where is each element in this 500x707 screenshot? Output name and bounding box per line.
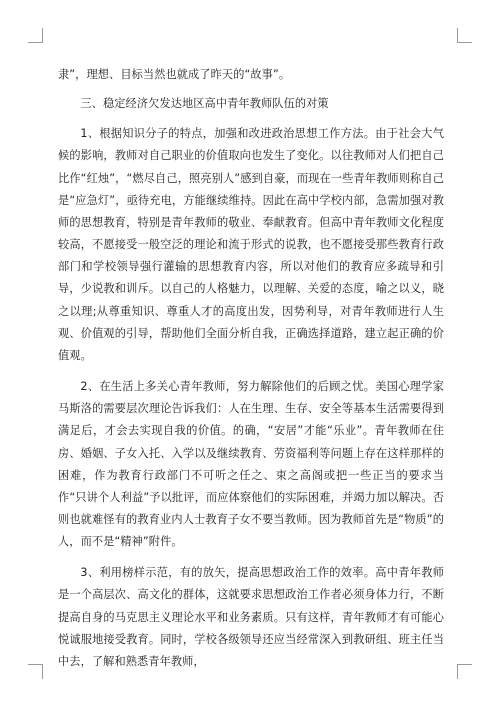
paragraph-2: 2、在生活上多关心青年教师，努力解除他们的后顾之忧。美国心理学家马斯洛的需要层次理论告诉我们：人在生理、生存、安全等基本生活需要得到满足后，才会去实现自我的价值。的确，“安居”才能“乐业”。青年教师在住房、婚姻、子女入托、入学以及继续教育、劳资福利等问题上存在这样那样的困难，作为教育行政部门不可听之任之、束之高阁或把一些正当的要求当作“只讲个人利益”予以批评，而应体察他们的实际困难，并竭力加以解决。否则也就难怪有的教育业内人士教育子女不要当教师。因为教师首先是“物质”的人，而不是“精神”附件。: [58, 380, 444, 549]
crop-mark-bottom-left: [28, 664, 43, 679]
continuation-paragraph: 隶”，理想、目标当然也就成了昨天的“故事”。: [58, 68, 291, 81]
document-body: [58, 64, 444, 682]
crop-mark-bottom-right: [457, 664, 472, 679]
crop-mark-top-left: [28, 28, 43, 43]
paragraph-1: 1、根据知识分子的特点，加强和改进政治思想工作方法。由于社会大气候的影响，教师对自己职业的价值取向也发生了变化。以往教师对人们把自己比作“红烛”，“燃尽自己，照亮别人”感到自豪，而现在一些青年教师则称自己是“应急灯”，亟待充电，方能继续维持。因此在高中学校内部，急需加强对教师的思想教育，特别是青年教师的敬业、奉献教育。但高中青年教师文化程度较高，不愿接受一般空泛的理论和流于形式的说教，也不愿接受那些教育行政部门和学校领导强行灌输的思想教育内容，所以对他们的教育应多疏导和引导，少说教和训斥。以自己的人格魅力，以理解、关爱的态度，喻之以义，晓之以理;从尊重知识、尊重人才的高度出发，因势利导，对青年教师进行人生观、价值观的引导，帮助他们全面分析自我，正确选择道路，建立起正确的价值观。: [58, 127, 444, 362]
section-heading: 三、稳定经济欠发达地区高中青年教师队伍的对策: [80, 97, 329, 111]
crop-mark-top-right: [457, 28, 472, 43]
paragraph-3: 3、利用榜样示范，有的放矢，提高思想政治工作的效率。高中青年教师是一个高层次、高文化的群体，这就要求思想政治工作者必须身体力行，不断提高自身的马克思主义理论水平和业务素质。只有这样，青年教师才有可能心悦诚服地接受教育。同时，学校各级领导还应当经常深入到教研组、班主任当中去，了解和熟悉青年教师，: [58, 566, 444, 668]
